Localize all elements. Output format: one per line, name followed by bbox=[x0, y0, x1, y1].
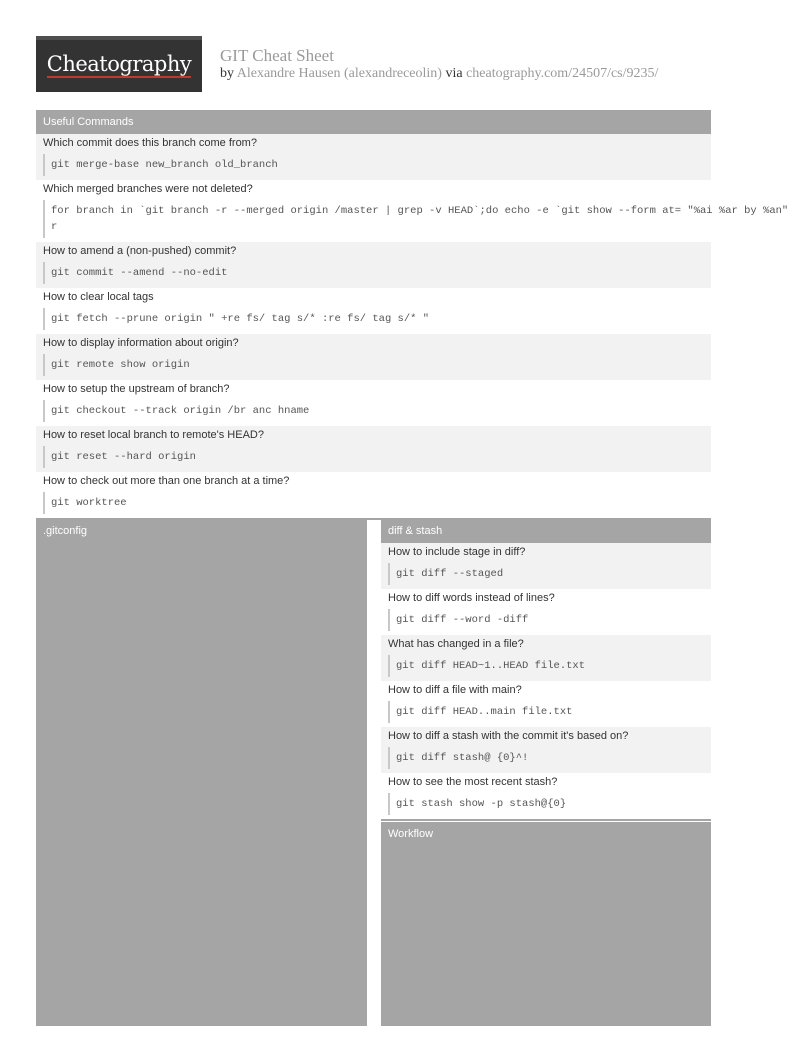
list-item bbox=[36, 472, 711, 518]
list-item bbox=[381, 773, 711, 819]
list-item bbox=[36, 426, 711, 472]
useful-commands-body bbox=[36, 134, 788, 520]
diff-stash-panel bbox=[381, 519, 711, 821]
list-item bbox=[36, 180, 788, 242]
code-snippet: git diff --word -diff bbox=[388, 609, 711, 631]
list-item bbox=[36, 134, 711, 180]
list-item bbox=[36, 380, 711, 426]
code-snippet bbox=[43, 200, 788, 238]
useful-commands-panel bbox=[36, 110, 788, 520]
code-snippet: git worktree bbox=[43, 492, 711, 514]
list-item bbox=[381, 543, 711, 589]
byline bbox=[220, 66, 658, 82]
code-line-wrap: r bbox=[51, 221, 58, 233]
question-text: How to see the most recent stash? bbox=[388, 776, 558, 788]
question-text: How to display information about origin? bbox=[43, 337, 239, 349]
question-text: What has changed in a file? bbox=[388, 638, 524, 650]
question-text: Which merged branches were not deleted? bbox=[43, 183, 253, 195]
logo-text: Cheatography bbox=[46, 52, 192, 76]
workflow-title: Workflow bbox=[381, 822, 711, 846]
diff-stash-title: diff & stash bbox=[381, 519, 711, 543]
question-text: How to diff a stash with the commit it's based on? bbox=[388, 730, 629, 742]
code-snippet: git diff --staged bbox=[388, 563, 711, 585]
code-line: for branch in `git branch -r --merged origin /master | grep -v HEAD`;do echo -e `git show --form at= "%ai %ar by %an" bbox=[51, 205, 788, 217]
question-text: How to diff words instead of lines? bbox=[388, 592, 555, 604]
code-snippet: git reset --hard origin bbox=[43, 446, 711, 468]
question-text: How to amend a (non-pushed) commit? bbox=[43, 245, 237, 257]
list-item bbox=[381, 727, 711, 773]
gitconfig-panel bbox=[36, 519, 367, 1026]
question-text: Which commit does this branch come from? bbox=[43, 137, 257, 149]
code-snippet: git diff stash@ {0}^! bbox=[388, 747, 711, 769]
code-snippet: git fetch --prune origin " +re fs/ tag s/* :re fs/ tag s/* " bbox=[43, 308, 711, 330]
code-snippet: git remote show origin bbox=[43, 354, 711, 376]
code-snippet: git stash show -p stash@{0} bbox=[388, 793, 711, 815]
workflow-panel bbox=[381, 822, 711, 1026]
gitconfig-title: .gitconfig bbox=[36, 519, 367, 543]
author-link[interactable]: Alexandre Hausen (alexandreceolin) bbox=[236, 66, 442, 81]
page-title: GIT Cheat Sheet bbox=[220, 46, 334, 65]
list-item bbox=[36, 242, 711, 288]
question-text: How to diff a file with main? bbox=[388, 684, 522, 696]
list-item bbox=[381, 681, 711, 727]
byline-by: by bbox=[220, 66, 237, 81]
question-text: How to clear local tags bbox=[43, 291, 154, 303]
question-text: How to check out more than one branch at a time? bbox=[43, 475, 290, 487]
useful-commands-title: Useful Commands bbox=[36, 110, 711, 134]
question-text: How to reset local branch to remote's HEAD? bbox=[43, 429, 264, 441]
source-url-link[interactable]: cheatography.com/24507/cs/9235/ bbox=[466, 66, 659, 81]
cheatography-logo[interactable] bbox=[36, 36, 202, 92]
list-item bbox=[36, 288, 711, 334]
diff-stash-body bbox=[381, 543, 711, 821]
list-item bbox=[36, 334, 711, 380]
question-text: How to setup the upstream of branch? bbox=[43, 383, 230, 395]
code-snippet: git diff HEAD..main file.txt bbox=[388, 701, 711, 723]
question-text: How to include stage in diff? bbox=[388, 546, 526, 558]
code-snippet: git merge-base new_branch old_branch bbox=[43, 154, 711, 176]
code-snippet: git checkout --track origin /br anc hname bbox=[43, 400, 711, 422]
byline-via: via bbox=[441, 66, 467, 81]
list-item bbox=[381, 589, 711, 635]
list-item bbox=[381, 635, 711, 681]
code-snippet: git commit --amend --no-edit bbox=[43, 262, 711, 284]
code-snippet: git diff HEAD~1..HEAD file.txt bbox=[388, 655, 711, 677]
